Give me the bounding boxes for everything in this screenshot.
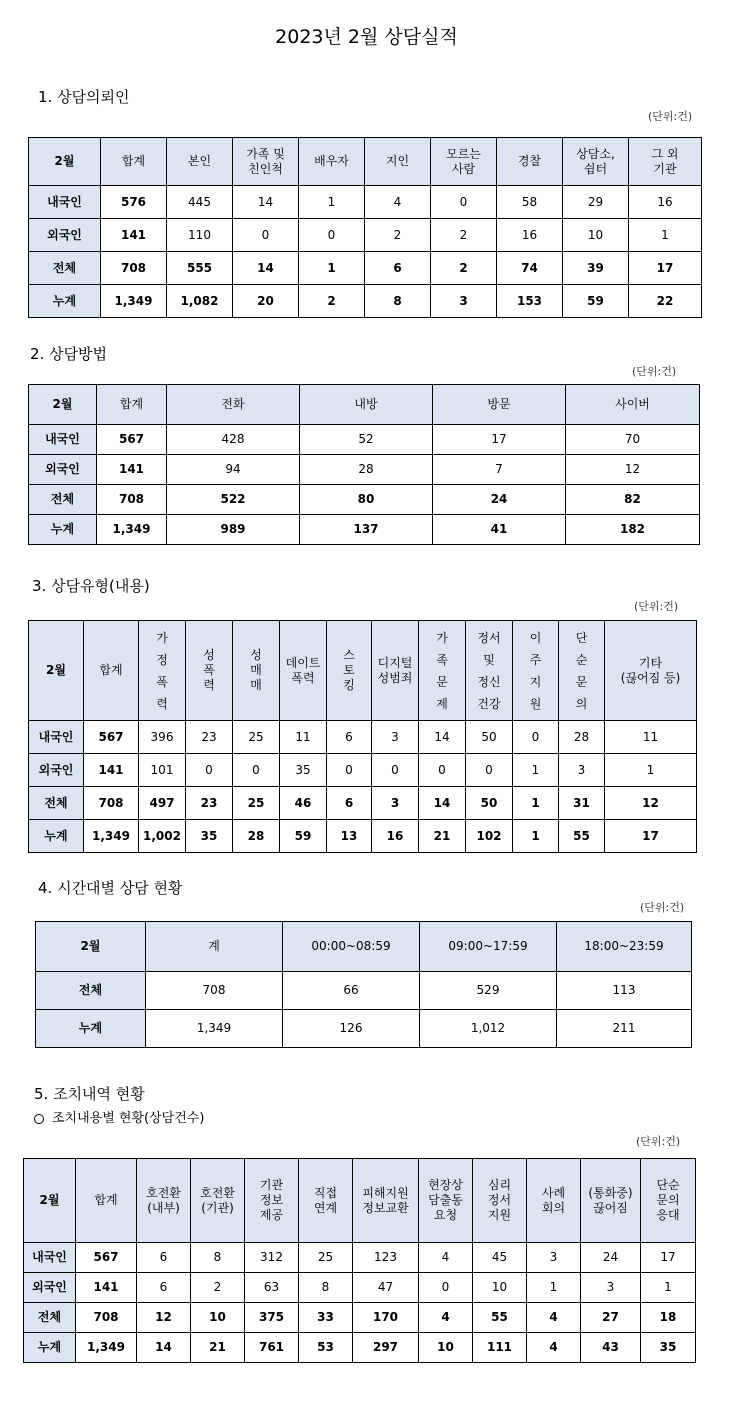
table-cell: 27 — [581, 1303, 641, 1333]
header-row — [24, 1159, 696, 1243]
table-cell: 141 — [76, 1273, 137, 1303]
table-cell: 35 — [641, 1333, 696, 1363]
column-header: 데이트 폭력 — [280, 621, 327, 721]
table-cell: 708 — [101, 252, 167, 285]
table-cell: 141 — [101, 219, 167, 252]
table-cell: 59 — [280, 820, 327, 853]
column-header: 합계 — [84, 621, 139, 721]
column-header: 기타 (끊어짐 등) — [605, 621, 697, 721]
table-row — [29, 285, 702, 318]
section-5-subheading — [34, 1107, 204, 1126]
table-cell: 25 — [299, 1243, 353, 1273]
row-label: 외국인 — [29, 455, 97, 485]
table-cell: 24 — [581, 1243, 641, 1273]
table-cell: 12 — [566, 455, 700, 485]
table-cell: 74 — [497, 252, 563, 285]
column-header: 09:00~17:59 — [420, 922, 557, 972]
table-cell: 0 — [299, 219, 365, 252]
column-header: 내방 — [300, 385, 433, 425]
table-cell: 46 — [280, 787, 327, 820]
table-cell: 17 — [433, 425, 566, 455]
row-label: 내국인 — [29, 425, 97, 455]
table-cell: 708 — [84, 787, 139, 820]
column-header: (통화중) 끊어짐 — [581, 1159, 641, 1243]
table-row — [29, 787, 697, 820]
table-cell: 1,082 — [167, 285, 233, 318]
column-header: 심리 정서 지원 — [473, 1159, 527, 1243]
table-cell: 12 — [137, 1303, 191, 1333]
table-cell: 3 — [372, 787, 419, 820]
row-label: 누계 — [24, 1333, 76, 1363]
table-cell: 50 — [466, 787, 513, 820]
column-header: 2월 — [36, 922, 146, 972]
table-cell: 1,012 — [420, 1010, 557, 1048]
table-cell: 20 — [233, 285, 299, 318]
table-cell: 1 — [641, 1273, 696, 1303]
table-cell: 1,349 — [101, 285, 167, 318]
table-cell: 989 — [167, 515, 300, 545]
table-cell: 21 — [191, 1333, 245, 1363]
table-cell: 14 — [419, 721, 466, 754]
table-row — [29, 721, 697, 754]
column-header: 2월 — [29, 138, 101, 186]
table-cell: 101 — [139, 754, 186, 787]
table-row — [24, 1273, 696, 1303]
table-cell: 4 — [527, 1333, 581, 1363]
table-cell: 297 — [353, 1333, 419, 1363]
table-cell: 50 — [466, 721, 513, 754]
table-cell: 53 — [299, 1333, 353, 1363]
table-cell: 445 — [167, 186, 233, 219]
table-cell: 567 — [84, 721, 139, 754]
table-cell: 31 — [559, 787, 605, 820]
column-header: 그 외 기관 — [629, 138, 702, 186]
column-header: 배우자 — [299, 138, 365, 186]
table-cell: 2 — [191, 1273, 245, 1303]
type-table — [28, 620, 697, 853]
table-cell: 28 — [300, 455, 433, 485]
table-cell: 4 — [419, 1303, 473, 1333]
table-cell: 28 — [559, 721, 605, 754]
section-2-unit: (단위:건) — [632, 365, 677, 378]
table-cell: 55 — [559, 820, 605, 853]
column-header: 성 폭 력 — [186, 621, 233, 721]
table-cell: 6 — [327, 721, 372, 754]
column-header: 가족 및 친인척 — [233, 138, 299, 186]
table-cell: 576 — [101, 186, 167, 219]
table-cell: 555 — [167, 252, 233, 285]
table-cell: 567 — [97, 425, 167, 455]
table-cell: 2 — [365, 219, 431, 252]
table-cell: 141 — [84, 754, 139, 787]
column-header: 계 — [146, 922, 283, 972]
table-cell: 23 — [186, 787, 233, 820]
table-cell: 35 — [186, 820, 233, 853]
table-cell: 3 — [372, 721, 419, 754]
table-cell: 55 — [473, 1303, 527, 1333]
row-label: 전체 — [24, 1303, 76, 1333]
table-cell: 0 — [466, 754, 513, 787]
table-cell: 2 — [299, 285, 365, 318]
table-cell: 312 — [245, 1243, 299, 1273]
table-cell: 0 — [372, 754, 419, 787]
table-cell: 10 — [191, 1303, 245, 1333]
section-1-heading: 1. 상담의뢰인 — [38, 88, 130, 106]
section-1-unit: (단위:건) — [648, 110, 693, 123]
table-row — [36, 972, 692, 1010]
table-cell: 1 — [527, 1273, 581, 1303]
table-cell: 0 — [233, 754, 280, 787]
table-cell: 39 — [563, 252, 629, 285]
column-header: 이 주 지 원 — [513, 621, 559, 721]
table-cell: 35 — [280, 754, 327, 787]
column-header: 사례 회의 — [527, 1159, 581, 1243]
table-cell: 33 — [299, 1303, 353, 1333]
section-5-unit: (단위:건) — [636, 1135, 681, 1148]
table-row — [29, 485, 700, 515]
table-cell: 1,349 — [76, 1333, 137, 1363]
section-4-heading: 4. 시간대별 상담 현황 — [38, 879, 183, 897]
table-cell: 10 — [419, 1333, 473, 1363]
column-header: 2월 — [29, 621, 84, 721]
table-cell: 25 — [233, 787, 280, 820]
table-row — [24, 1333, 696, 1363]
table-cell: 375 — [245, 1303, 299, 1333]
table-cell: 7 — [433, 455, 566, 485]
row-label: 누계 — [29, 515, 97, 545]
column-header: 방문 — [433, 385, 566, 425]
column-header: 호전환 (내부) — [137, 1159, 191, 1243]
column-header: 직접 연계 — [299, 1159, 353, 1243]
table-cell: 58 — [497, 186, 563, 219]
table-row — [24, 1303, 696, 1333]
row-label: 전체 — [29, 787, 84, 820]
column-header: 가 정 폭 력 — [139, 621, 186, 721]
table-cell: 28 — [233, 820, 280, 853]
table-cell: 14 — [233, 186, 299, 219]
table-cell: 4 — [527, 1303, 581, 1333]
column-header: 상담소, 쉼터 — [563, 138, 629, 186]
table-cell: 1,002 — [139, 820, 186, 853]
table-cell: 45 — [473, 1243, 527, 1273]
row-label: 누계 — [36, 1010, 146, 1048]
table-cell: 123 — [353, 1243, 419, 1273]
table-cell: 113 — [557, 972, 692, 1010]
table-cell: 11 — [280, 721, 327, 754]
column-header: 모르는 사람 — [431, 138, 497, 186]
column-header: 18:00~23:59 — [557, 922, 692, 972]
timeslot-table — [35, 921, 692, 1048]
table-cell: 0 — [186, 754, 233, 787]
table-cell: 41 — [433, 515, 566, 545]
row-label: 누계 — [29, 820, 84, 853]
table-cell: 4 — [365, 186, 431, 219]
table-cell: 8 — [191, 1243, 245, 1273]
table-cell: 497 — [139, 787, 186, 820]
table-cell: 1,349 — [84, 820, 139, 853]
table-cell: 137 — [300, 515, 433, 545]
header-row — [36, 922, 692, 972]
table-cell: 94 — [167, 455, 300, 485]
table-cell: 80 — [300, 485, 433, 515]
table-cell: 3 — [527, 1243, 581, 1273]
table-cell: 1 — [605, 754, 697, 787]
column-header: 단 순 문 의 — [559, 621, 605, 721]
table-cell: 82 — [566, 485, 700, 515]
table-cell: 0 — [233, 219, 299, 252]
table-cell: 1 — [513, 754, 559, 787]
table-cell: 6 — [137, 1273, 191, 1303]
column-header: 사이버 — [566, 385, 700, 425]
section-2-heading: 2. 상담방법 — [30, 345, 108, 363]
page-title: 2023년 2월 상담실적 — [275, 26, 458, 48]
table-row — [29, 455, 700, 485]
table-cell: 52 — [300, 425, 433, 455]
table-cell: 0 — [419, 754, 466, 787]
column-header: 본인 — [167, 138, 233, 186]
table-cell: 102 — [466, 820, 513, 853]
table-cell: 8 — [365, 285, 431, 318]
table-cell: 1,349 — [146, 1010, 283, 1048]
row-label: 외국인 — [29, 754, 84, 787]
section-5-subheading-text: 조치내용별 현황(상담건수) — [52, 1111, 205, 1126]
table-cell: 0 — [419, 1273, 473, 1303]
table-cell: 59 — [563, 285, 629, 318]
section-4-unit: (단위:건) — [640, 901, 685, 914]
table-cell: 110 — [167, 219, 233, 252]
table-cell: 6 — [137, 1243, 191, 1273]
table-cell: 3 — [431, 285, 497, 318]
table-cell: 8 — [299, 1273, 353, 1303]
table-cell: 1,349 — [97, 515, 167, 545]
table-cell: 170 — [353, 1303, 419, 1333]
table-cell: 6 — [365, 252, 431, 285]
row-label: 누계 — [29, 285, 101, 318]
table-cell: 3 — [581, 1273, 641, 1303]
circle-bullet-icon — [34, 1114, 44, 1124]
column-header: 합계 — [97, 385, 167, 425]
table-cell: 10 — [563, 219, 629, 252]
column-header: 전화 — [167, 385, 300, 425]
table-cell: 1 — [629, 219, 702, 252]
column-header: 2월 — [29, 385, 97, 425]
section-3-unit: (단위:건) — [634, 600, 679, 613]
table-cell: 22 — [629, 285, 702, 318]
method-table — [28, 384, 700, 545]
table-cell: 47 — [353, 1273, 419, 1303]
table-row — [29, 820, 697, 853]
table-cell: 111 — [473, 1333, 527, 1363]
table-row — [24, 1243, 696, 1273]
column-header: 현장상 담출동 요청 — [419, 1159, 473, 1243]
table-cell: 0 — [431, 186, 497, 219]
table-cell: 10 — [473, 1273, 527, 1303]
table-row — [29, 219, 702, 252]
table-cell: 126 — [283, 1010, 420, 1048]
table-cell: 567 — [76, 1243, 137, 1273]
table-row — [29, 754, 697, 787]
table-cell: 153 — [497, 285, 563, 318]
row-label: 전체 — [36, 972, 146, 1010]
header-row — [29, 138, 702, 186]
table-row — [36, 1010, 692, 1048]
table-cell: 17 — [641, 1243, 696, 1273]
table-cell: 29 — [563, 186, 629, 219]
section-3-heading: 3. 상담유형(내용) — [32, 577, 150, 595]
table-cell: 18 — [641, 1303, 696, 1333]
column-header: 정서 및 정신 건강 — [466, 621, 513, 721]
table-cell: 17 — [629, 252, 702, 285]
table-cell: 4 — [419, 1243, 473, 1273]
table-cell: 63 — [245, 1273, 299, 1303]
action-table — [23, 1158, 696, 1363]
referrer-table — [28, 137, 702, 318]
table-cell: 14 — [233, 252, 299, 285]
column-header: 2월 — [24, 1159, 76, 1243]
table-row — [29, 186, 702, 219]
row-label: 전체 — [29, 485, 97, 515]
table-cell: 14 — [137, 1333, 191, 1363]
column-header: 성 매 매 — [233, 621, 280, 721]
column-header: 가 족 문 제 — [419, 621, 466, 721]
column-header: 합계 — [101, 138, 167, 186]
table-cell: 2 — [431, 252, 497, 285]
column-header: 합계 — [76, 1159, 137, 1243]
table-row — [29, 425, 700, 455]
table-cell: 182 — [566, 515, 700, 545]
table-cell: 0 — [327, 754, 372, 787]
table-cell: 16 — [372, 820, 419, 853]
table-cell: 17 — [605, 820, 697, 853]
section-5-heading: 5. 조치내역 현황 — [34, 1085, 145, 1103]
table-cell: 529 — [420, 972, 557, 1010]
table-cell: 708 — [146, 972, 283, 1010]
column-header: 경찰 — [497, 138, 563, 186]
table-cell: 23 — [186, 721, 233, 754]
row-label: 내국인 — [24, 1243, 76, 1273]
column-header: 호전환 (기관) — [191, 1159, 245, 1243]
table-cell: 761 — [245, 1333, 299, 1363]
table-cell: 25 — [233, 721, 280, 754]
table-cell: 43 — [581, 1333, 641, 1363]
column-header: 디지털 성범죄 — [372, 621, 419, 721]
row-label: 전체 — [29, 252, 101, 285]
table-cell: 1 — [513, 787, 559, 820]
table-cell: 141 — [97, 455, 167, 485]
column-header: 기관 정보 제공 — [245, 1159, 299, 1243]
column-header: 지인 — [365, 138, 431, 186]
table-cell: 396 — [139, 721, 186, 754]
header-row — [29, 621, 697, 721]
table-cell: 708 — [76, 1303, 137, 1333]
table-row — [29, 515, 700, 545]
table-cell: 66 — [283, 972, 420, 1010]
header-row — [29, 385, 700, 425]
table-cell: 0 — [513, 721, 559, 754]
table-cell: 11 — [605, 721, 697, 754]
row-label: 내국인 — [29, 186, 101, 219]
column-header: 피해지원 정보교환 — [353, 1159, 419, 1243]
table-cell: 13 — [327, 820, 372, 853]
table-cell: 428 — [167, 425, 300, 455]
table-cell: 2 — [431, 219, 497, 252]
column-header: 00:00~08:59 — [283, 922, 420, 972]
column-header: 스 토 킹 — [327, 621, 372, 721]
table-cell: 708 — [97, 485, 167, 515]
table-cell: 3 — [559, 754, 605, 787]
table-cell: 1 — [299, 186, 365, 219]
table-cell: 12 — [605, 787, 697, 820]
table-cell: 14 — [419, 787, 466, 820]
table-cell: 1 — [513, 820, 559, 853]
table-cell: 16 — [629, 186, 702, 219]
column-header: 단순 문의 응대 — [641, 1159, 696, 1243]
table-cell: 24 — [433, 485, 566, 515]
row-label: 내국인 — [29, 721, 84, 754]
table-cell: 16 — [497, 219, 563, 252]
table-cell: 211 — [557, 1010, 692, 1048]
row-label: 외국인 — [24, 1273, 76, 1303]
table-cell: 6 — [327, 787, 372, 820]
table-cell: 21 — [419, 820, 466, 853]
table-cell: 522 — [167, 485, 300, 515]
row-label: 외국인 — [29, 219, 101, 252]
table-cell: 1 — [299, 252, 365, 285]
table-row — [29, 252, 702, 285]
table-cell: 70 — [566, 425, 700, 455]
